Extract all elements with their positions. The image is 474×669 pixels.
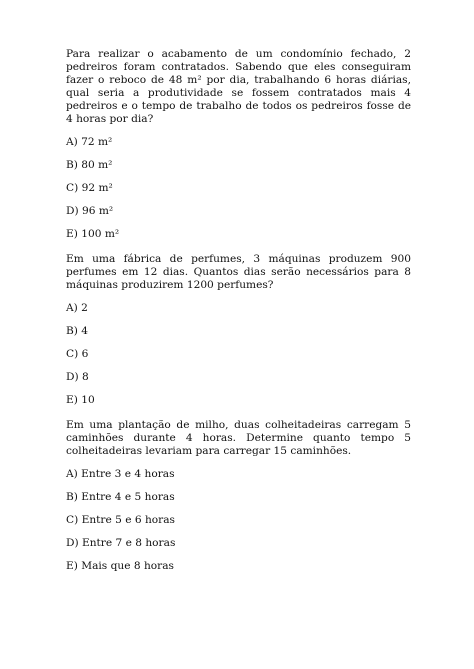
option-b: B) 4 bbox=[66, 325, 89, 337]
option-a: A) 2 bbox=[66, 302, 88, 314]
option-d: D) 96 m² bbox=[66, 205, 114, 217]
option-e: E) 10 bbox=[66, 394, 95, 406]
option-d: D) Entre 7 e 8 horas bbox=[66, 537, 176, 549]
question-text: Em uma fábrica de perfumes, 3 máquinas produzem 900 perfumes em 12 dias. Quantos dias serão necessários para 8 máquinas produzirem 1200 perfumes? bbox=[66, 253, 411, 291]
option-b: B) Entre 4 e 5 horas bbox=[66, 491, 175, 503]
question-block-2 bbox=[66, 253, 411, 407]
question-text: Em uma plantação de milho, duas colheitadeiras carregam 5 caminhões durante 4 horas. Determine quanto tempo 5 colheitadeiras levariam para carregar 15 caminhões. bbox=[66, 419, 411, 457]
question-block-1 bbox=[66, 48, 411, 241]
option-c: C) 92 m² bbox=[66, 182, 113, 194]
option-c: C) 6 bbox=[66, 348, 89, 360]
option-d: D) 8 bbox=[66, 371, 89, 383]
option-c: C) Entre 5 e 6 horas bbox=[66, 514, 175, 526]
document-page bbox=[66, 48, 411, 585]
question-text: Para realizar o acabamento de um condomínio fechado, 2 pedreiros foram contratados. Sabendo que eles conseguiram fazer o reboco de 48 m² por dia, trabalhando 6 horas diárias, qual seria a produtividade se fossem contratados mais 4 pedreiros e o tempo de trabalho de todos os pedreiros fosse de 4 horas por dia? bbox=[66, 48, 411, 125]
question-block-3 bbox=[66, 419, 411, 573]
option-b: B) 80 m² bbox=[66, 159, 113, 171]
option-a: A) Entre 3 e 4 horas bbox=[66, 468, 175, 480]
option-a: A) 72 m² bbox=[66, 136, 113, 148]
option-e: E) 100 m² bbox=[66, 228, 120, 240]
option-e: E) Mais que 8 horas bbox=[66, 560, 174, 572]
